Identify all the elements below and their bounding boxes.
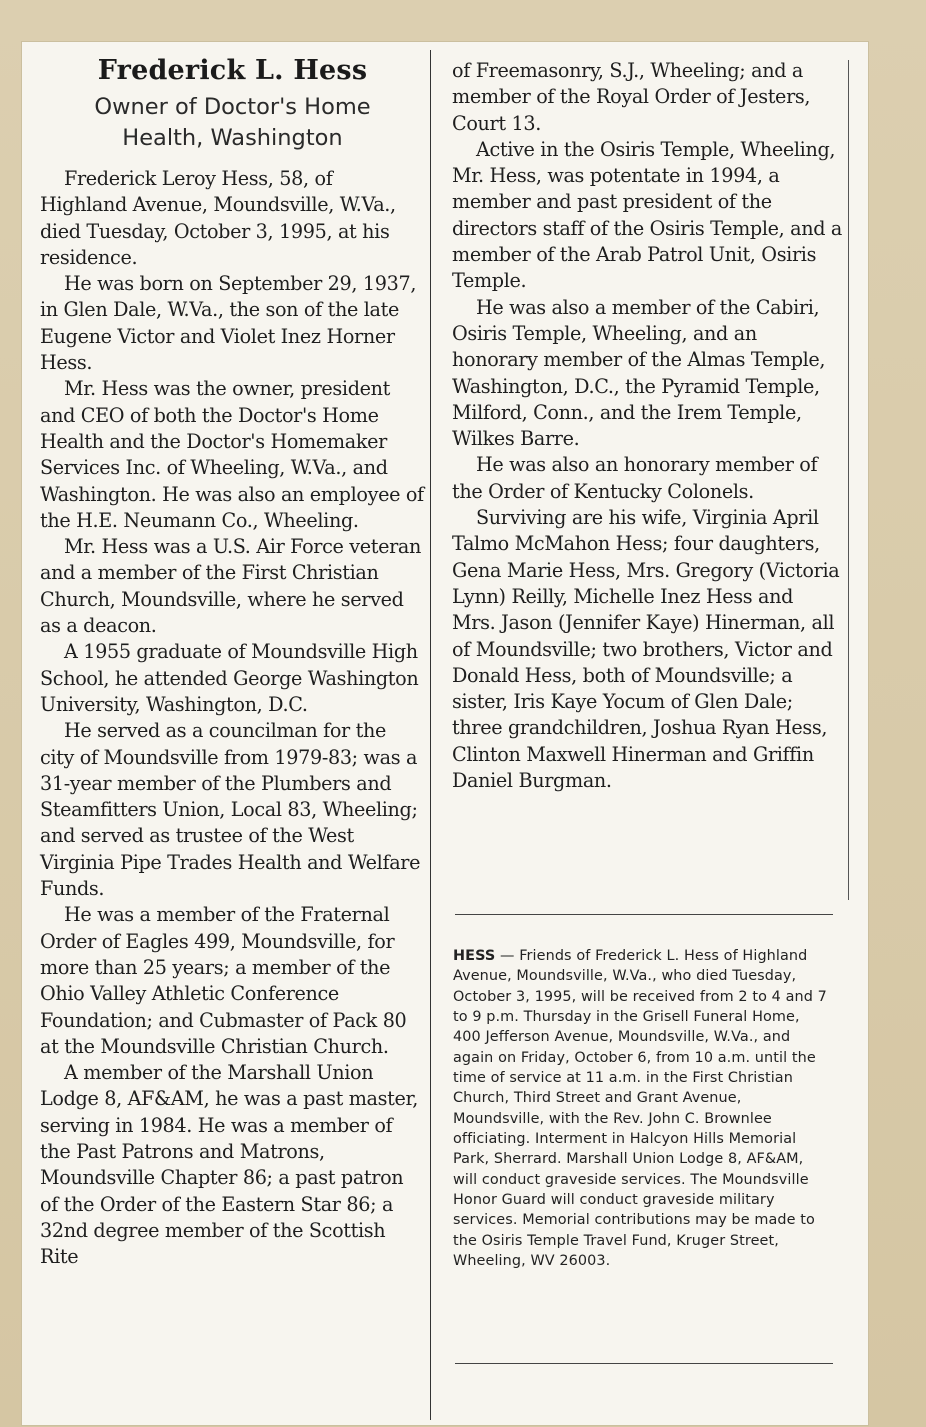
paragraph: He was also an honorary member of the Order of Kentucky Colonels. [452, 453, 818, 503]
subhead-line-2: Health, Washington [122, 125, 343, 151]
right-column [452, 58, 842, 794]
paragraph: He was a member of the Fraternal Order of Eagles 499, Moundsville, for more than 25 years; a member of the Ohio Valley Athletic Conference Foundation; and Cubmaster of Pack 80 at the Moundsville Christian Church. [40, 903, 407, 1058]
paragraph: Active in the Osiris Temple, Wheeling, Mr. Hess, was potentate in 1994, a member and past president of the directors staff of the Osiris Temple, and a member of the Arab Patrol Unit, Osiris Temple. [452, 137, 843, 293]
notice-lead: HESS [453, 948, 496, 964]
paragraph: He was born on September 29, 1937, in Glen Dale, W.Va., the son of the late Eugene Victor and Violet Inez Horner Hess. [40, 272, 417, 375]
paragraph: A member of the Marshall Union Lodge 8, AF&AM, he was a past master, serving in 1984. He was a member of the Past Patrons and Matrons, Moundsville Chapter 86; a past patron of the Order of the Eastern Star 86; a 32nd degree member of the Scottish Rite [40, 1061, 418, 1269]
headline: Frederick L. Hess [97, 55, 368, 86]
paragraph: Surviving are his wife, Virginia April Talmo McMahon Hess; four daughters, Gena Marie Hess, Mrs. Gregory (Victoria Lynn) Reilly, Michelle Inez Hess and Mrs. Jason (Jennifer Kaye) Hinerman, all of Moundsville; two brothers, Victor and Donald Hess, both of Moundsville; a sister, Iris Kaye Yocum of Glen Dale; three grandchildren, Joshua Ryan Hess, Clinton Maxwell Hinerman and Griffin Daniel Burgman. [452, 506, 840, 793]
paragraph: He served as a councilman for the city of Moundsville from 1979-83; was a 31-year member of the Plumbers and Steamfitters Union, Local 83, Wheeling; and served as trustee of the West Virginia Pipe Trades Health and Welfare Funds. [40, 719, 421, 901]
left-column [40, 55, 425, 1270]
paragraph: Mr. Hess was a U.S. Air Force veteran and a member of the First Christian Church, Moundsville, where he served as a deacon. [40, 535, 422, 638]
column-divider [430, 50, 431, 1420]
paragraph: He was also a member of the Cabiri, Osiris Temple, Wheeling, and an honorary member of the Almas Temple, Washington, D.C., the Pyramid Temple, Milford, Conn., and the Irem Temple, Wilkes Barre. [452, 295, 826, 451]
bottom-rule [455, 1363, 833, 1364]
subhead-line-1: Owner of Doctor's Home [94, 94, 371, 120]
subhead [40, 92, 425, 154]
right-edge-rule [848, 60, 849, 900]
section-rule [455, 914, 833, 915]
paragraph: Frederick Leroy Hess, 58, of Highland Avenue, Moundsville, W.Va., died Tuesday, October 3, 1995, at his residence. [40, 167, 396, 269]
paragraph-continuation: of Freemasonry, S.J., Wheeling; and a member of the Royal Order of Jesters, Court 13. [452, 59, 811, 135]
paragraph: A 1955 graduate of Moundsville High School, he attended George Washington University, Washington, D.C. [40, 640, 419, 716]
paragraph: Mr. Hess was the owner, president and CEO of both the Doctor's Home Health and the Doctor's Homemaker Services Inc. of Wheeling, W.Va., and Washington. He was also an employee of the H.E. Neumann Co., Wheeling. [40, 377, 424, 532]
funeral-notice [453, 946, 831, 1272]
notice-body: — Friends of Frederick L. Hess of Highland Avenue, Moundsville, W.Va., who died Tuesday, October 3, 1995, will be received from 2 to 4 and 7 to 9 p.m. Thursday in the Grisell Funeral Home, 400 Jefferson Avenue, Moundsville, W.Va., and again on Friday, October 6, from 10 a.m. until the time of service at 11 a.m. in the First Christian Church, Third Street and Grant Avenue, Moundsville, with the Rev. John C. Brownlee officiating. Interment in Halcyon Hills Memorial Park, Sherrard. Marshall Union Lodge 8, AF&AM, will conduct graveside services. The Moundsville Honor Guard will conduct graveside military services. Memorial contributions may be made to the Osiris Temple Travel Fund, Kruger Street, Wheeling, WV 26003. [453, 948, 827, 1270]
